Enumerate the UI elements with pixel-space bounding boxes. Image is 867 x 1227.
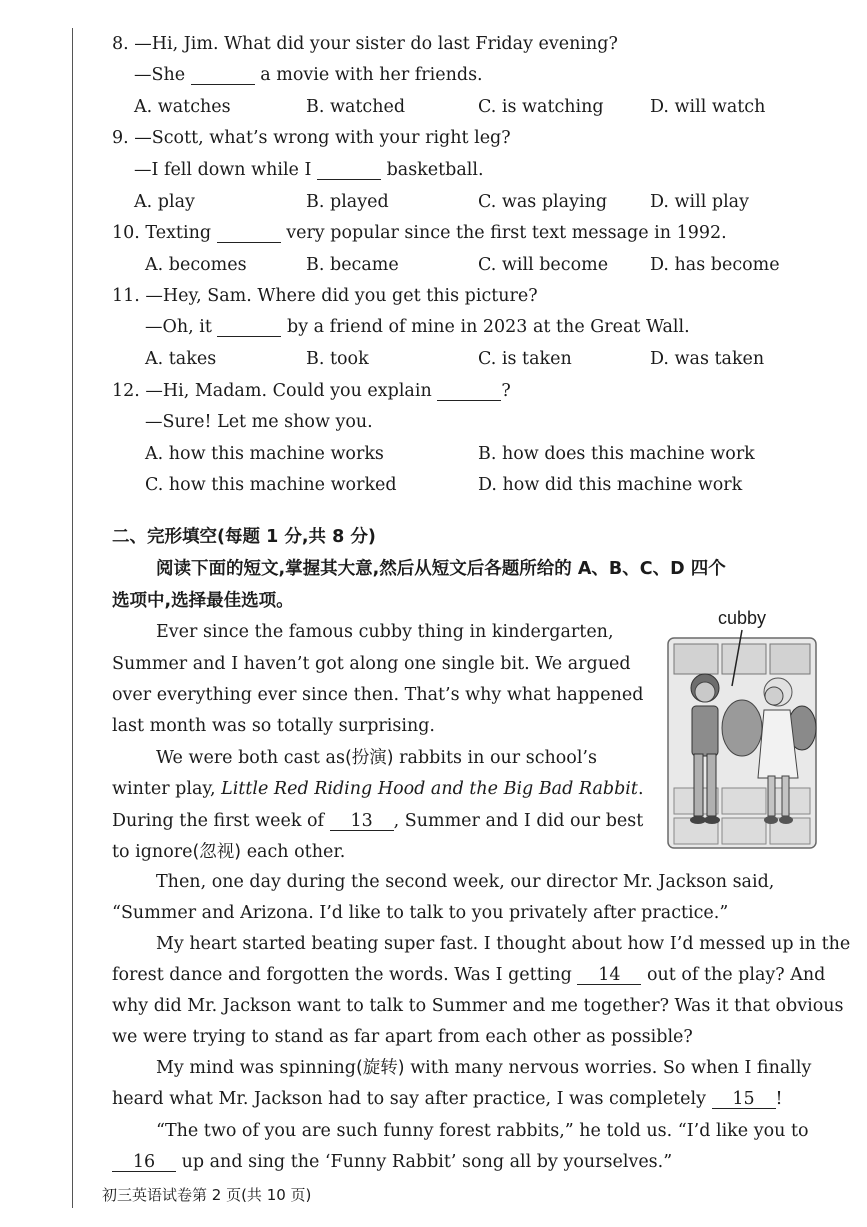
q10-post: very popular since the first text message in 1992. — [286, 223, 727, 243]
q8-line2-pre: —She — [134, 65, 186, 85]
question-11-stem: 11. —Hey, Sam. Where did you get this picture? — [112, 286, 538, 306]
p5-l2-pre: heard what Mr. Jackson had to say after practice, I was completely — [112, 1089, 706, 1109]
blank-13: 13 — [330, 812, 394, 831]
question-9-line2 — [134, 159, 484, 181]
p6-l2-post: up and sing the ‘Funny Rabbit’ song all by yourselves.” — [181, 1152, 673, 1172]
q8-option-a: A. watches — [134, 97, 231, 117]
q9-option-b: B. played — [306, 192, 389, 212]
play-title: Little Red Riding Hood and the Big Bad Rabbit — [221, 779, 638, 799]
passage-p4-line4: we were trying to stand as far apart from each other as possible? — [112, 1027, 693, 1047]
q8-line2-post: a movie with her friends. — [260, 65, 483, 85]
p2-l2-pre: winter play, — [112, 779, 216, 799]
q9-option-a: A. play — [134, 192, 195, 212]
section-2-title: 二、完形填空(每题 1 分,共 8 分) — [112, 527, 376, 547]
p5-l2-post: ! — [775, 1089, 783, 1109]
blank-16: 16 — [112, 1153, 176, 1172]
passage-p1-line4: last month was so totally surprising. — [112, 716, 435, 736]
girls-at-cubby-illustration — [660, 608, 820, 858]
q11-option-a: A. takes — [145, 349, 217, 369]
blank-15: 15 — [712, 1090, 776, 1109]
q8-option-c: C. is watching — [478, 97, 604, 117]
margin-rule — [72, 28, 73, 1208]
p5-l1-cn: (旋转) — [355, 1058, 405, 1078]
question-8-line2 — [134, 64, 483, 86]
p4-l2-pre: forest dance and forgotten the words. Was I getting — [112, 965, 572, 985]
q12-option-d: D. how did this machine work — [478, 475, 743, 495]
q11-option-d: D. was taken — [650, 349, 765, 369]
blank-14: 14 — [577, 966, 641, 985]
q10-option-a: A. becomes — [145, 255, 247, 275]
q9-blank — [317, 161, 381, 180]
p2-l4-post: each other. — [246, 842, 346, 862]
passage-p1-line1: Ever since the famous cubby thing in kindergarten, — [156, 622, 614, 642]
p2-l4-cn: (忽视) — [192, 842, 242, 862]
question-8-stem: 8. —Hi, Jim. What did your sister do last Friday evening? — [112, 34, 618, 54]
p2-l1-cn: (扮演) — [344, 748, 394, 768]
passage-p6-line2 — [112, 1151, 672, 1173]
question-12-stem — [112, 380, 511, 402]
p2-l4-pre: to ignore — [112, 842, 193, 862]
q9-line2-post: basketball. — [386, 160, 484, 180]
q10-pre: 10. Texting — [112, 223, 212, 243]
p2-l1-pre: We were both cast as — [156, 748, 345, 768]
q12-option-c: C. how this machine worked — [145, 475, 397, 495]
q9-option-d: D. will play — [650, 192, 749, 212]
question-12-line2: —Sure! Let me show you. — [145, 412, 373, 432]
p5-l1-pre: My mind was spinning — [156, 1058, 356, 1078]
passage-p4-line1: My heart started beating super fast. I thought about how I’d messed up in the — [156, 934, 851, 954]
passage-p2-line3 — [112, 810, 643, 832]
q10-option-d: D. has become — [650, 255, 780, 275]
q12-post: ? — [501, 381, 511, 401]
q8-option-d: D. will watch — [650, 97, 766, 117]
p2-l2-post: . — [637, 779, 644, 799]
p4-l2-post: out of the play? And — [646, 965, 826, 985]
q9-option-c: C. was playing — [478, 192, 608, 212]
q10-option-b: B. became — [306, 255, 399, 275]
p5-l1-post: with many nervous worries. So when I finally — [410, 1058, 812, 1078]
q10-blank — [217, 224, 281, 243]
passage-p5-line1 — [156, 1057, 811, 1079]
q9-line2-pre: —I fell down while I — [134, 160, 312, 180]
question-9-stem: 9. —Scott, what’s wrong with your right leg? — [112, 128, 511, 148]
passage-p4-line3: why did Mr. Jackson want to talk to Summer and me together? Was it that obvious — [112, 996, 844, 1016]
q12-option-b: B. how does this machine work — [478, 444, 755, 464]
section-2-instruction-line2: 选项中,选择最佳选项。 — [112, 591, 294, 611]
p2-l1-post: rabbits in our school’s — [399, 748, 597, 768]
q12-blank — [437, 382, 501, 401]
page-footer: 初三英语试卷第 2 页(共 10 页) — [102, 1186, 312, 1204]
passage-p3-line1: Then, one day during the second week, our director Mr. Jackson said, — [156, 872, 775, 892]
passage-p1-line3: over everything ever since then. That’s why what happened — [112, 685, 644, 705]
q8-option-b: B. watched — [306, 97, 406, 117]
passage-p6-line1: “The two of you are such funny forest rabbits,” he told us. “I’d like you to — [156, 1121, 809, 1141]
section-2-instruction-line1: 阅读下面的短文,掌握其大意,然后从短文后各题所给的 A、B、C、D 四个 — [156, 559, 726, 579]
q11-option-b: B. took — [306, 349, 369, 369]
q8-blank — [191, 66, 255, 85]
q10-option-c: C. will become — [478, 255, 609, 275]
passage-p4-line2 — [112, 964, 825, 986]
q11-option-c: C. is taken — [478, 349, 572, 369]
cubby-label: cubby — [718, 608, 767, 628]
p2-l3-post: , Summer and I did our best — [393, 811, 644, 831]
q12-pre: 12. —Hi, Madam. Could you explain — [112, 381, 432, 401]
passage-p3-line2: “Summer and Arizona. I’d like to talk to you privately after practice.” — [112, 903, 729, 923]
passage-p2-line4 — [112, 841, 345, 863]
passage-p5-line2 — [112, 1088, 783, 1110]
passage-p2-line1 — [156, 747, 597, 769]
p2-l3-pre: During the first week of — [112, 811, 325, 831]
passage-p1-line2: Summer and I haven’t got along one single bit. We argued — [112, 654, 631, 674]
q11-line2-post: by a friend of mine in 2023 at the Great Wall. — [287, 317, 690, 337]
q12-option-a: A. how this machine works — [145, 444, 384, 464]
question-10-stem — [112, 222, 727, 244]
q11-line2-pre: —Oh, it — [145, 317, 212, 337]
question-11-line2 — [145, 316, 690, 338]
passage-p2-line2 — [112, 778, 644, 800]
q11-blank — [217, 318, 281, 337]
